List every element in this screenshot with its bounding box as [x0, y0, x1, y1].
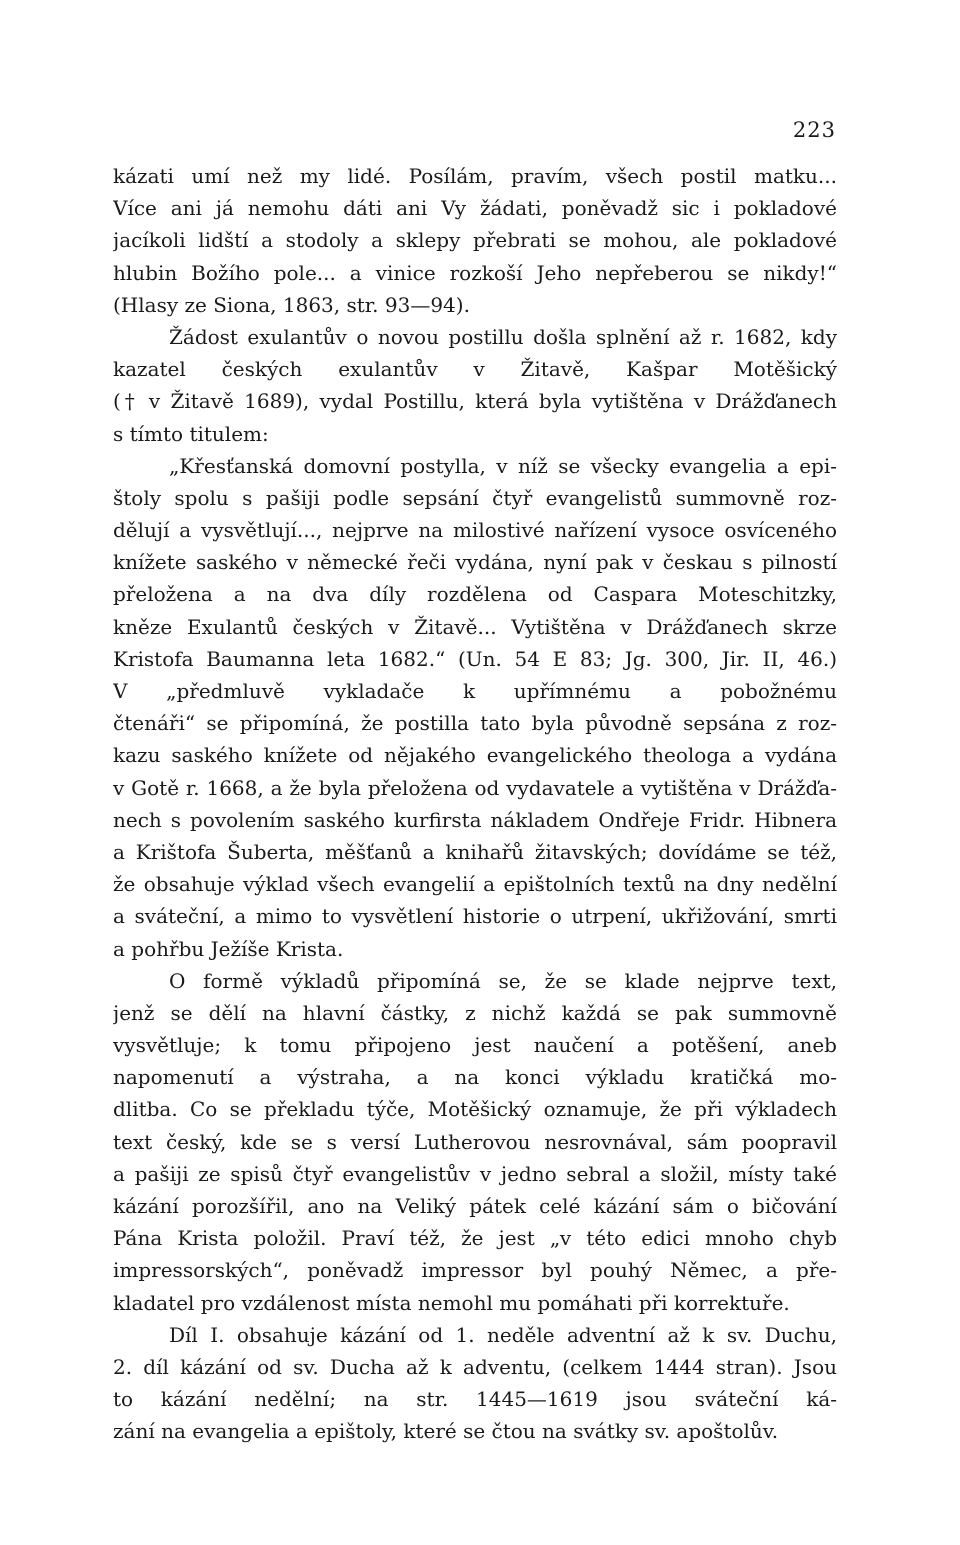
text-line: a pašiji ze spisů čtyř evangelistův v jedno sebral a složil, místy také	[113, 1161, 837, 1186]
text-line: Více ani já nemohu dáti ani Vy žádati, poněvadž sic i pokladové	[113, 196, 837, 221]
text-line: Kristofa Baumanna leta 1682.“ (Un. 54 E 83; Jg. 300, Jir. II, 46.)	[113, 646, 837, 671]
text-line: († v Žitavě 1689), vydal Postillu, která byla vytištěna v Drážďanech	[113, 389, 837, 414]
text-line: kazatel českých exulantův v Žitavě, Kašpar Motěšický	[113, 357, 837, 382]
text-line: přeložena a na dva díly rozdělena od Caspara Moteschitzky,	[113, 582, 837, 607]
text-line: s tímto titulem:	[113, 421, 269, 446]
text-line: kladatel pro vzdálenost místa nemohl mu pomáhati při korrektuře.	[113, 1290, 790, 1315]
text-line: knížete saského v německé řeči vydána, nyní pak v českau s pilností	[113, 550, 837, 575]
text-line: 2. díl kázání od sv. Ducha až k adventu, (celkem 1444 stran). Jsou	[113, 1354, 837, 1379]
text-line: text český, kde se s versí Lutherovou nesrovnával, sám poopravil	[113, 1129, 837, 1154]
text-line: čtenáři“ se připomíná, že postilla tato byla původně sepsána z roz-	[113, 711, 837, 736]
text-line: že obsahuje výklad všech evangelií a epištolních textů na dny nedělní	[113, 872, 837, 897]
text-line: „Křesťanská domovní postylla, v níž se všecky evangelia a epi-	[169, 453, 837, 478]
text-line: Žádost exulantův o novou postillu došla splnění až r. 1682, kdy	[169, 324, 837, 349]
text-line: kázání porozšířil, ano na Veliký pátek celé kázání sám o bičování	[113, 1194, 837, 1218]
text-line: v Gotě r. 1668, a že byla přeložena od vydavatele a vytištěna v Drážďa-	[113, 775, 837, 800]
text-line: jacíkoli lidští a stodoly a sklepy přebrati se mohou, ale pokladové	[113, 228, 837, 253]
text-line: dlitba. Co se překladu týče, Motěšický oznamuje, že při výkladech	[113, 1097, 837, 1122]
text-line: Díl I. obsahuje kázání od 1. neděle adventní až k sv. Duchu,	[169, 1322, 837, 1347]
text-line: štoly spolu s pašiji podle sepsání čtyř evangelistů summovně roz-	[113, 485, 837, 510]
text-line: to kázání nedělní; na str. 1445—1619 jsou sváteční ká-	[113, 1387, 837, 1412]
text-line: vysvětluje; k tomu připojeno jest naučení a potěšení, aneb	[113, 1033, 837, 1058]
text-line: napomenutí a výstraha, a na konci výkladu kratičká mo-	[113, 1065, 837, 1090]
text-line: V „předmluvě vykladače k upřímnému a pobožnému	[113, 679, 837, 703]
text-line: nech s povolením saského kurfirsta nákladem Ondřeje Fridr. Hibnera	[113, 807, 837, 832]
text-line: a pohřbu Ježíše Krista.	[113, 936, 344, 961]
text-line: kázati umí než my lidé. Posílám, pravím, všech postil matku...	[113, 164, 837, 188]
text-line: Pána Krista položil. Praví též, že jest „v této edici mnoho chyb	[113, 1226, 837, 1251]
text-line: kazu saského knížete od nějakého evangelického theologa a vydána	[113, 743, 837, 768]
text-line: a Krištofa Šuberta, měšťanů a knihařů žitavských; dovídáme se též,	[113, 839, 837, 864]
page-number: 223	[792, 118, 836, 142]
text-line: O formě výkladů připomíná se, že se klade nejprve text,	[169, 968, 837, 993]
text-line: kněze Exulantů českých v Žitavě... Vytištěna v Drážďanech skrze	[113, 614, 837, 639]
text-line: jenž se dělí na hlavní částky, z nichž každá se pak summovně	[113, 1000, 837, 1025]
text-line: (Hlasy ze Siona, 1863, str. 93—94).	[113, 292, 470, 317]
text-line: a sváteční, a mimo to vysvětlení historie o utrpení, ukřižování, smrti	[113, 904, 837, 929]
text-line: zání na evangelia a epištoly, které se čtou na svátky sv. apoštolův.	[113, 1419, 779, 1444]
body-text	[113, 160, 837, 1448]
text-line: hlubin Božího pole... a vinice rozkoší Jeho nepřeberou se nikdy!“	[113, 260, 837, 285]
text-line: dělují a vysvětlují..., nejprve na milostivé nařízení vysoce osvíceného	[113, 518, 837, 543]
text-line: impressorských“, poněvadž impressor byl pouhý Němec, a pře-	[113, 1258, 837, 1283]
